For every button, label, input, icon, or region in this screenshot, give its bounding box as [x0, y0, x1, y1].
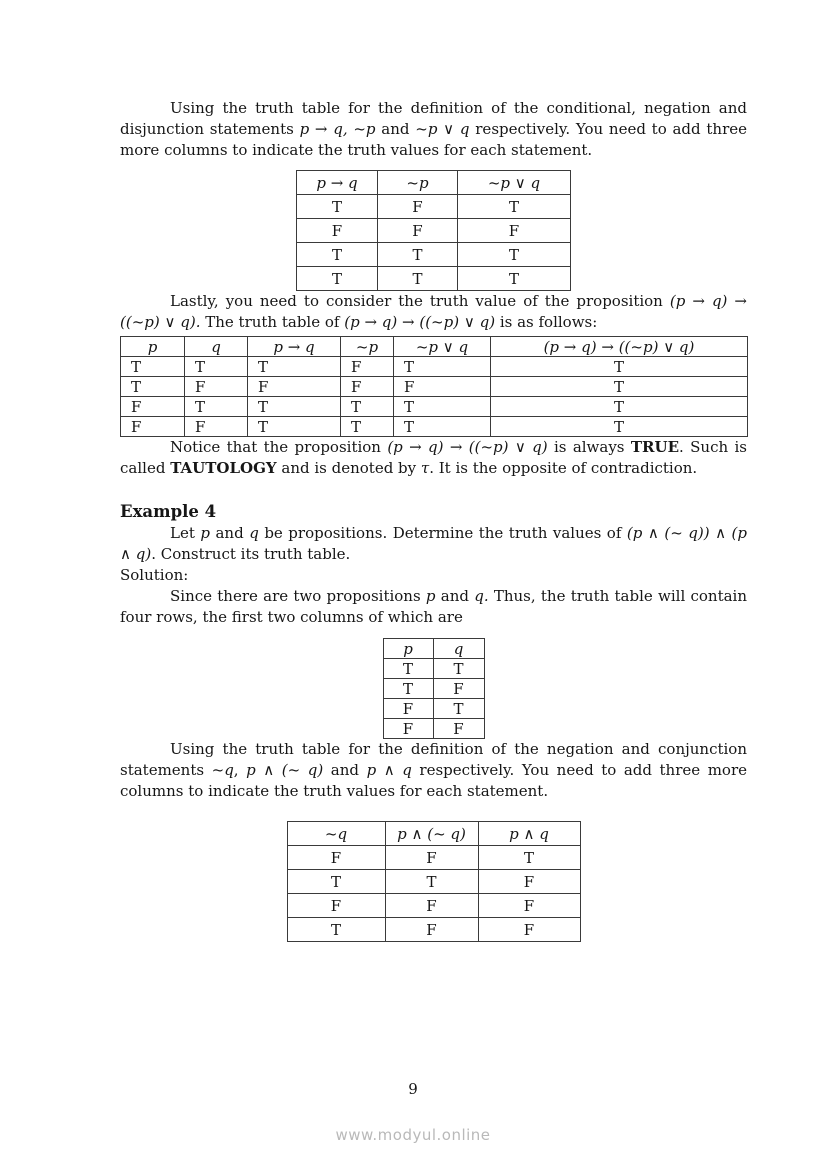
- truth-value-cell: F: [383, 699, 433, 719]
- table-row: [297, 243, 571, 267]
- truth-value-cell: T: [121, 377, 185, 397]
- math-expression: (p → q) → ((~p) ∨ q).: [120, 292, 747, 331]
- watermark: www.modyul.online: [335, 1126, 491, 1144]
- text-segment: and: [209, 524, 250, 542]
- column-header: p: [383, 639, 433, 659]
- truth-value-cell: T: [341, 397, 394, 417]
- truth-value-cell: T: [433, 699, 484, 719]
- heading-example-4: Example 4: [120, 502, 217, 521]
- truth-value-cell: T: [458, 243, 571, 267]
- truth-value-cell: F: [383, 719, 433, 739]
- truth-value-cell: F: [121, 397, 185, 417]
- truth-value-cell: T: [287, 870, 385, 894]
- column-header: p: [121, 337, 185, 357]
- column-header: ~p: [378, 171, 458, 195]
- emphasized-term: TRUE: [630, 438, 680, 456]
- table-row: [121, 417, 748, 437]
- truth-value-cell: T: [248, 417, 341, 437]
- truth-value-cell: F: [378, 195, 458, 219]
- truth-value-cell: F: [458, 219, 571, 243]
- math-expression: q.: [474, 587, 489, 605]
- math-expression: p ∧ (~ q): [246, 761, 324, 779]
- truth-value-cell: T: [378, 267, 458, 291]
- page-number: 9: [408, 1080, 418, 1098]
- truth-value-cell: T: [121, 357, 185, 377]
- truth-value-cell: T: [491, 397, 748, 417]
- text-segment: is always: [547, 438, 631, 456]
- truth-value-cell: F: [433, 719, 484, 739]
- text-segment: Since there are two propositions: [170, 587, 426, 605]
- table-row: [383, 719, 484, 739]
- truth-value-cell: F: [385, 918, 478, 942]
- math-expression: τ: [420, 459, 430, 477]
- text-segment: Thus, the truth table will contain four rows, the first two columns of which are: [120, 587, 748, 626]
- math-expression: p: [425, 587, 436, 605]
- truth-value-cell: T: [458, 267, 571, 291]
- truth-value-cell: T: [491, 377, 748, 397]
- truth-value-cell: T: [383, 659, 433, 679]
- truth-value-cell: T: [478, 846, 580, 870]
- math-expression: ~p ∨ q: [415, 120, 470, 138]
- math-expression: q: [249, 524, 259, 542]
- text-segment: respectively. You need to add three more columns to indicate the truth values for each statement.: [120, 761, 748, 800]
- truth-value-cell: F: [297, 219, 378, 243]
- math-expression: (p ∧ (~ q)) ∧ (p ∧ q): [120, 524, 748, 563]
- truth-value-cell: F: [248, 377, 341, 397]
- table-header-row: [383, 639, 484, 659]
- truth-value-cell: T: [433, 659, 484, 679]
- truth-value-cell: T: [297, 243, 378, 267]
- truth-value-cell: T: [458, 195, 571, 219]
- math-expression: p → q, ~p: [299, 120, 376, 138]
- text-segment: Let: [170, 524, 201, 542]
- truth-value-cell: F: [185, 377, 248, 397]
- truth-table-tautology: [120, 336, 748, 437]
- text-segment: be propositions. Determine the truth values of: [258, 524, 627, 542]
- truth-value-cell: T: [383, 679, 433, 699]
- text-segment: and: [375, 120, 416, 138]
- text-segment: and: [323, 761, 367, 779]
- truth-value-cell: F: [385, 894, 478, 918]
- truth-value-cell: F: [287, 894, 385, 918]
- column-header: p → q: [297, 171, 378, 195]
- paragraph-lastly: [120, 291, 747, 333]
- table-row: [383, 659, 484, 679]
- truth-value-cell: T: [297, 195, 378, 219]
- truth-value-cell: T: [341, 417, 394, 437]
- truth-value-cell: T: [248, 397, 341, 417]
- truth-value-cell: F: [433, 679, 484, 699]
- text-segment: respectively. You need to add three more columns to indicate the truth values for each statement.: [120, 120, 747, 159]
- table-row: [287, 846, 580, 870]
- column-header: q: [433, 639, 484, 659]
- paragraph-negation-conjunction: [120, 739, 747, 802]
- column-header: (p → q) → ((~p) ∨ q): [491, 337, 748, 357]
- column-header: q: [185, 337, 248, 357]
- paragraph-two-propositions: [120, 586, 747, 628]
- paragraph-notice-tautology: [120, 437, 747, 479]
- paragraph-example4-problem: [120, 523, 747, 565]
- truth-value-cell: F: [478, 918, 580, 942]
- truth-value-cell: T: [185, 357, 248, 377]
- truth-value-cell: F: [378, 219, 458, 243]
- truth-value-cell: T: [394, 357, 491, 377]
- text-segment: The truth table of: [200, 313, 345, 331]
- truth-value-cell: F: [385, 846, 478, 870]
- table-row: [297, 219, 571, 243]
- truth-value-cell: T: [248, 357, 341, 377]
- column-header: p ∧ (~ q): [385, 822, 478, 846]
- truth-value-cell: F: [341, 357, 394, 377]
- truth-value-cell: F: [121, 417, 185, 437]
- text-segment: ,: [233, 761, 247, 779]
- table-row: [121, 397, 748, 417]
- truth-value-cell: T: [185, 397, 248, 417]
- truth-table-conditional-negation-disjunction: [296, 170, 571, 291]
- text-segment: Lastly, you need to consider the truth value of the proposition: [170, 292, 670, 310]
- math-expression: p ∧ q: [366, 761, 412, 779]
- math-expression: (p → q) → ((~p) ∨ q): [387, 438, 548, 456]
- paragraph-conditional-intro: [120, 98, 747, 161]
- table-row: [121, 357, 748, 377]
- truth-value-cell: T: [394, 417, 491, 437]
- truth-table-base-pq: [383, 638, 485, 739]
- text-segment: . Such is called: [120, 438, 747, 477]
- truth-value-cell: F: [478, 894, 580, 918]
- truth-value-cell: F: [341, 377, 394, 397]
- column-header: p → q: [248, 337, 341, 357]
- text-segment: and: [435, 587, 475, 605]
- math-expression: ~q: [211, 761, 234, 779]
- truth-value-cell: T: [394, 397, 491, 417]
- table-row: [121, 377, 748, 397]
- math-expression: (p → q) → ((~p) ∨ q): [344, 313, 496, 331]
- truth-value-cell: F: [185, 417, 248, 437]
- text-segment: Using the truth table for the definition of the negation and conjunction statements: [120, 740, 747, 779]
- truth-value-cell: T: [287, 918, 385, 942]
- column-header: ~q: [287, 822, 385, 846]
- table-row: [287, 870, 580, 894]
- table-row: [297, 267, 571, 291]
- table-header-row: [297, 171, 571, 195]
- solution-label: Solution:: [120, 566, 189, 584]
- text-segment: Using the truth table for the definition of the conditional, negation and disjunction statements: [120, 99, 747, 138]
- text-segment: is as follows:: [495, 313, 598, 331]
- truth-value-cell: F: [478, 870, 580, 894]
- table-row: [297, 195, 571, 219]
- column-header: ~p ∨ q: [394, 337, 491, 357]
- column-header: ~p ∨ q: [458, 171, 571, 195]
- truth-value-cell: T: [378, 243, 458, 267]
- table-row: [383, 699, 484, 719]
- column-header: p ∧ q: [478, 822, 580, 846]
- math-expression: p: [200, 524, 210, 542]
- truth-value-cell: T: [491, 357, 748, 377]
- column-header: ~p: [341, 337, 394, 357]
- text-segment: . Construct its truth table.: [151, 545, 351, 563]
- truth-value-cell: T: [297, 267, 378, 291]
- truth-value-cell: T: [385, 870, 478, 894]
- text-segment: and is denoted by: [276, 459, 421, 477]
- truth-value-cell: F: [287, 846, 385, 870]
- table-header-row: [121, 337, 748, 357]
- table-header-row: [287, 822, 580, 846]
- table-row: [287, 894, 580, 918]
- truth-value-cell: T: [491, 417, 748, 437]
- table-row: [287, 918, 580, 942]
- emphasized-term: TAUTOLOGY: [170, 459, 277, 477]
- truth-value-cell: F: [394, 377, 491, 397]
- table-row: [383, 679, 484, 699]
- text-segment: Notice that the proposition: [170, 438, 388, 456]
- text-segment: . It is the opposite of contradiction.: [429, 459, 698, 477]
- truth-table-negation-conjunction: [287, 821, 581, 942]
